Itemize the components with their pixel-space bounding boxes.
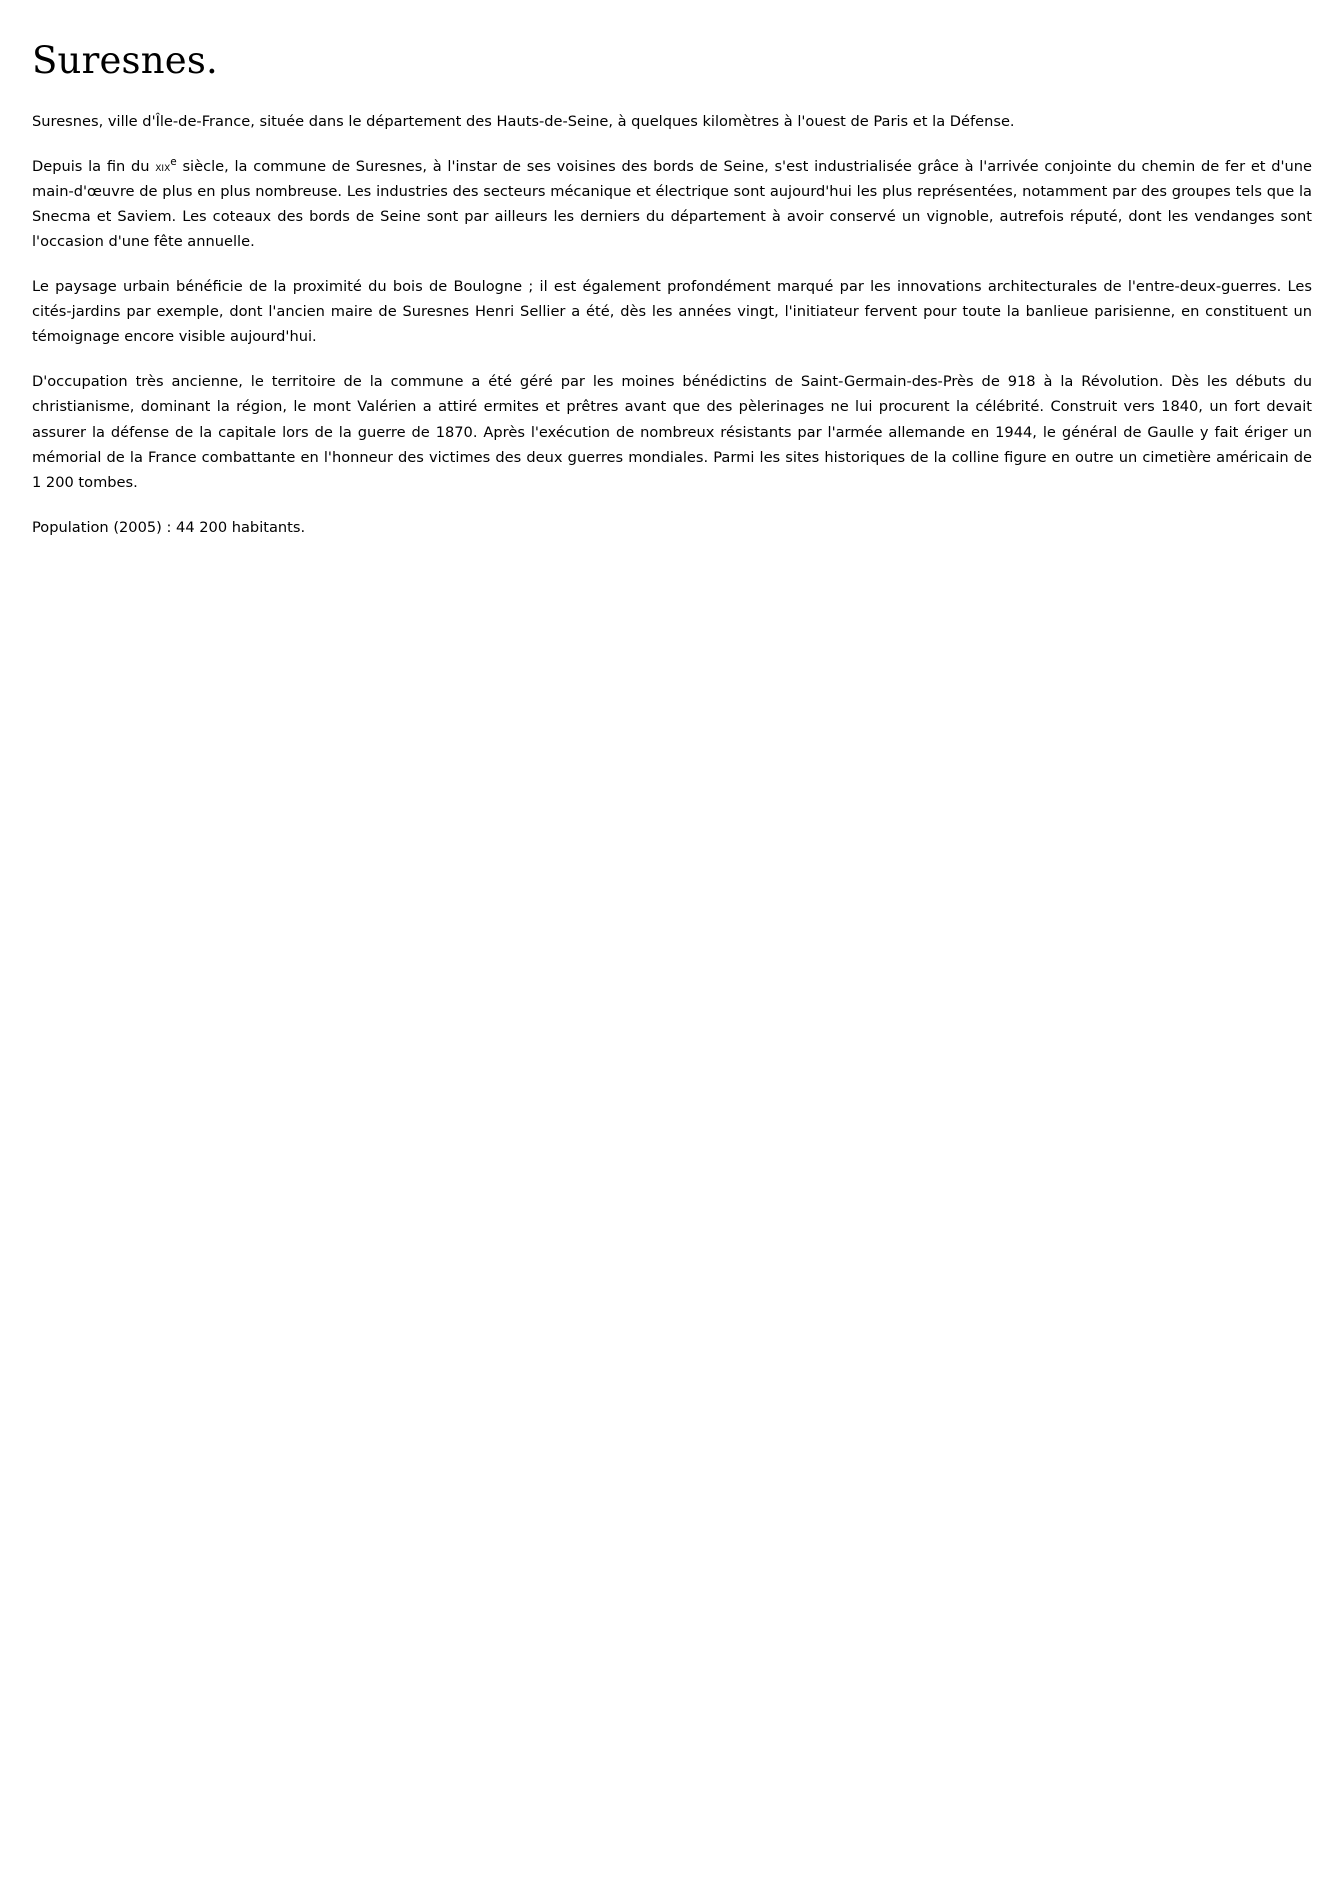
paragraph-histoire: D'occupation très ancienne, le territoire de la commune a été géré par les moines bénédictins de Saint-Germain-des-Près de 918 à la Révolution. Dès les débuts du christianisme, dominant la région, le mont Valérien a attiré ermites et prêtres avant que des pèlerinages ne lui procurent la célébrité. Construit vers 1840, un fort devait assurer la défense de la capitale lors de la guerre de 1870. Après l'exécution de nombreux résistants par l'armée allemande en 1944, le général de Gaulle y fait ériger un mémorial de la France combattante en l'honneur des victimes des deux guerres mondiales. Parmi les sites historiques de la colline figure en outre un cimetière américain de 1 200 tombes. [32,373,1312,491]
paragraph-industrie [32,154,1312,254]
paragraph-industrie-text-before: Depuis la fin du [32,157,156,175]
paragraph-paysage: Le paysage urbain bénéficie de la proximité du bois de Boulogne ; il est également profondément marqué par les innovations architecturales de l'entre-deux-guerres. Les cités-jardins par exemple, dont l'ancien maire de Suresnes Henri Sellier a été, dès les années vingt, l'initiateur fervent pour toute la banlieue parisienne, en constituent un témoignage encore visible aujourd'hui. [32,278,1312,346]
century-ordinal-suffix: e [170,155,177,168]
paragraph-population: Population (2005) : 44 200 habitants. [32,518,306,536]
page-title: Suresnes. [32,39,219,82]
paragraph-intro: Suresnes, ville d'Île-de-France, située dans le département des Hauts-de-Seine, à quelques kilomètres à l'ouest de Paris et la Défense. [32,112,1015,130]
paragraph-industrie-text-after: siècle, la commune de Suresnes, à l'instar de ses voisines des bords de Seine, s'est industrialisée grâce à l'arrivée conjointe du chemin de fer et d'une main-d'œuvre de plus en plus nombreuse. Les industries des secteurs mécanique et électrique sont aujourd'hui les plus représentées, notamment par des groupes tels que la Snecma et Saviem. Les coteaux des bords de Seine sont par ailleurs les derniers du département à avoir conservé un vignoble, autrefois réputé, dont les vendanges sont l'occasion d'une fête annuelle. [32,157,1312,250]
century-smallcaps: xix [155,159,171,175]
